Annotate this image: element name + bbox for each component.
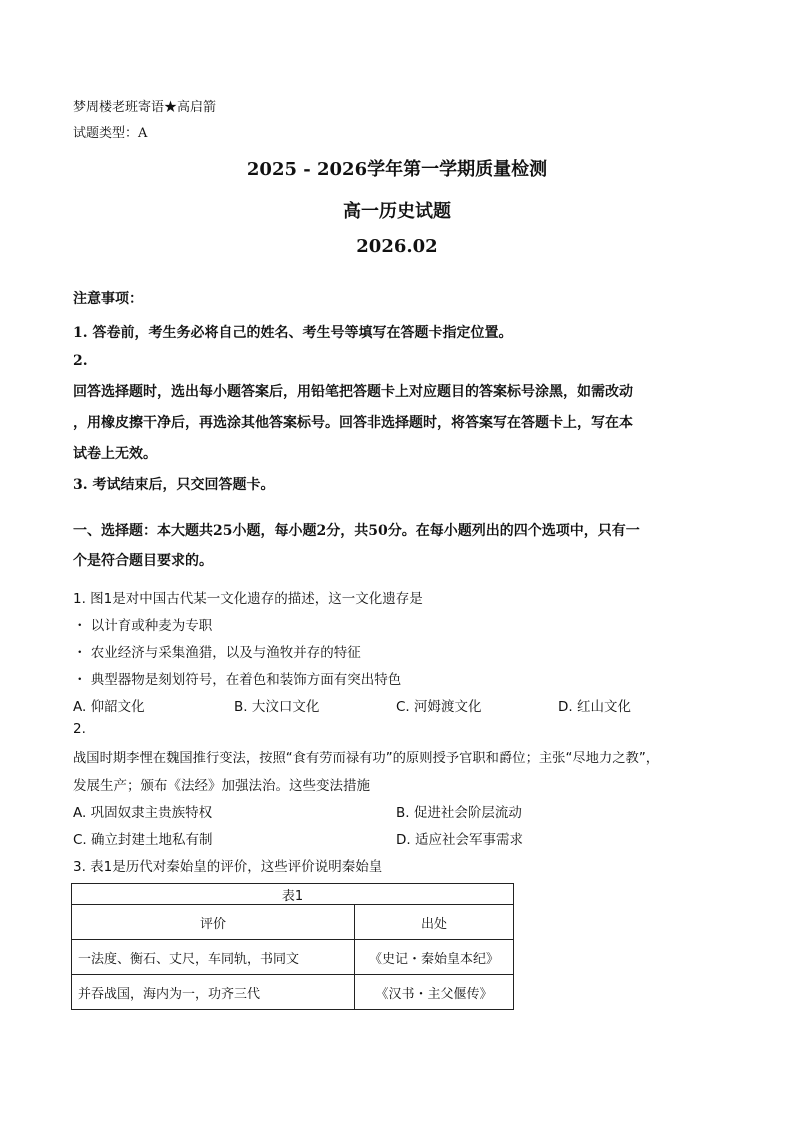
- notes-item-2-line-2: ，用橡皮擦干净后，再选涂其他答案标号。回答非选择题时，将答案写在答题卡上，写在本: [73, 415, 633, 431]
- table-header-row: [72, 905, 514, 940]
- term-title: 2025 - 2026学年第一学期质量检测: [246, 159, 548, 180]
- table-row: [72, 940, 514, 975]
- notes-item-3: 3. 考试结束后，只交回答题卡。: [73, 477, 275, 493]
- paper-type: 试题类型：A: [73, 126, 148, 141]
- q3-stem: 3. 表1是历代对秦始皇的评价，这些评价说明秦始皇: [73, 859, 383, 875]
- q2-option-a: A. 巩固奴隶主贵族特权: [73, 805, 213, 821]
- q1-bullet: ・ 以计育或种麦为专职: [73, 618, 213, 634]
- q2-stem-line-2: 发展生产；颁布《法经》加强法治。这些变法措施: [73, 778, 370, 794]
- q1-stem: 1. 图1是对中国古代某一文化遗存的描述，这一文化遗存是: [73, 591, 423, 607]
- q1-option-a: A. 仰韶文化: [73, 699, 145, 715]
- table-cell: 并吞战国，海内为一，功齐三代: [72, 975, 355, 1010]
- q2-stem-line-1: 战国时期李悝在魏国推行变法，按照“食有劳而禄有功”的原则授予官职和爵位；主张“尽地力之教”，: [73, 751, 660, 766]
- q1-option-b: B. 大汶口文化: [234, 699, 320, 715]
- watermark-text: 梦周楼老班寄语★高启箭: [73, 100, 217, 115]
- notes-heading: 注意事项：: [73, 291, 143, 307]
- table-caption: 表1: [72, 884, 514, 905]
- notes-item-2-number: 2.: [73, 353, 88, 369]
- q2-number: 2.: [73, 721, 86, 737]
- table-row: [72, 975, 514, 1010]
- q2-option-d: D. 适应社会军事需求: [396, 832, 523, 848]
- q3-table: [71, 883, 514, 1010]
- section-heading-line-1: 一、选择题：本大题共25小题，每小题2分，共50分。在每小题列出的四个选项中，只有一: [73, 523, 640, 539]
- subject-title: 高一历史试题: [343, 201, 451, 222]
- table-header-cell: 出处: [355, 905, 514, 940]
- table-cell: 《汉书・主父偃传》: [355, 975, 514, 1010]
- q1-bullet: ・ 典型器物是刻划符号，在着色和装饰方面有突出特色: [73, 672, 402, 688]
- section-heading-line-2: 个是符合题目要求的。: [73, 553, 213, 569]
- table-cell: 《史记・秦始皇本纪》: [355, 940, 514, 975]
- notes-item-1: 1. 答卷前，考生务必将自己的姓名、考生号等填写在答题卡指定位置。: [73, 325, 513, 341]
- notes-item-2-line-1: 回答选择题时，选出每小题答案后，用铅笔把答题卡上对应题目的答案标号涂黑，如需改动: [73, 384, 633, 400]
- table-cell: 一法度、衡石、丈尺，车同轨，书同文: [72, 940, 355, 975]
- q2-option-b: B. 促进社会阶层流动: [396, 805, 522, 821]
- q2-option-c: C. 确立封建土地私有制: [73, 832, 213, 848]
- exam-date: 2026.02: [356, 236, 438, 257]
- q1-option-c: C. 河姆渡文化: [396, 699, 482, 715]
- table-header-cell: 评价: [72, 905, 355, 940]
- q1-bullet: ・ 农业经济与采集渔猎，以及与渔牧并存的特征: [73, 645, 361, 661]
- q1-option-d: D. 红山文化: [558, 699, 631, 715]
- notes-item-2-line-3: 试卷上无效。: [73, 446, 157, 462]
